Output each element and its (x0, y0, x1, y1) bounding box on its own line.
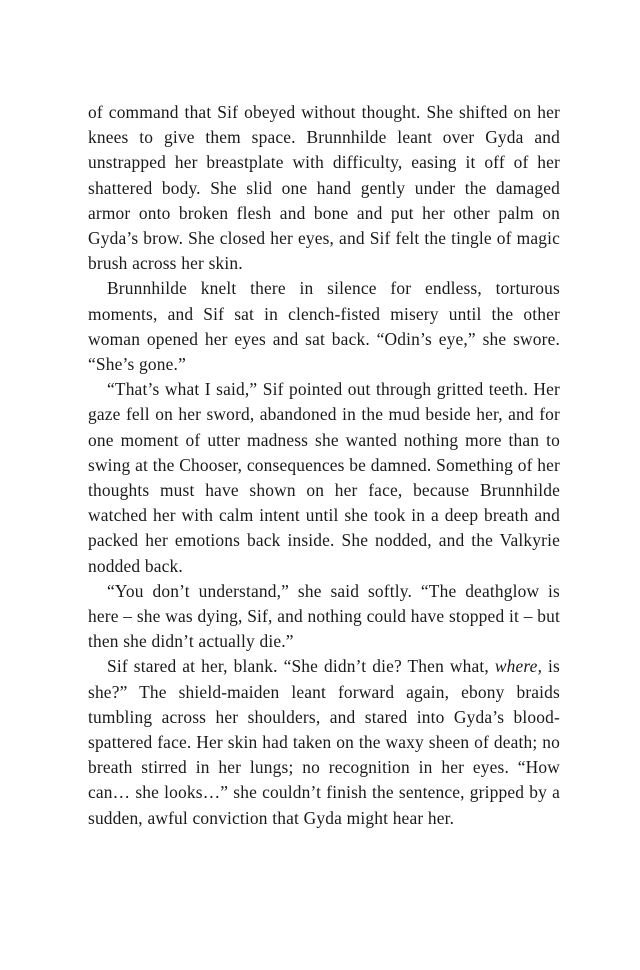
text-run: Brunnhilde knelt there in silence for endless, torturous moments, and Sif sat in clench-fisted misery until the other woman opened her eyes and sat back. “Odin’s eye,” she swore. “She’s gone.” (88, 278, 560, 375)
text-run: Sif stared at her, blank. “She didn’t die? Then what, (107, 656, 495, 677)
paragraph (88, 276, 560, 377)
paragraph (88, 377, 560, 579)
text-run: “That’s what I said,” Sif pointed out through gritted teeth. Her gaze fell on her sword, abandoned in the mud beside her, and for one moment of utter madness she wanted nothing more than to swing at the Chooser, consequences be damned. Something of her thoughts must have shown on her face, because Brunnhilde watched her with calm intent until she took in a deep breath and packed her emotions back inside. She nodded, and the Valkyrie nodded back. (88, 379, 560, 576)
text-run: “You don’t understand,” she said softly. “The deathglow is here – she was dying, Sif, and nothing could have stopped it – but then she didn’t actually die.” (88, 580, 560, 652)
paragraph (88, 579, 560, 655)
text-run: is she?” The shield-maiden leant forward again, ebony braids tumbling across her shoulders, and stared into Gyda’s blood-spattered face. Her skin had taken on the waxy sheen of death; no breath stirred in her lungs; no recognition in her eyes. “How can… she looks…” she couldn’t finish the sentence, gripped by a sudden, awful conviction that Gyda might hear her. (88, 656, 560, 828)
paragraph (88, 100, 560, 276)
page-body-text (88, 100, 560, 831)
text-run: of command that Sif obeyed without thought. She shifted on her knees to give them space. Brunnhilde leant over Gyda and unstrapped her breastplate with difficulty, easing it off of her shattered body. She slid one hand gently under the damaged armor onto broken flesh and bone and put her other palm on Gyda’s brow. She closed her eyes, and Sif felt the tingle of magic brush across her skin. (88, 102, 560, 274)
emphasized-text: where, (494, 656, 543, 677)
paragraph (88, 654, 560, 830)
